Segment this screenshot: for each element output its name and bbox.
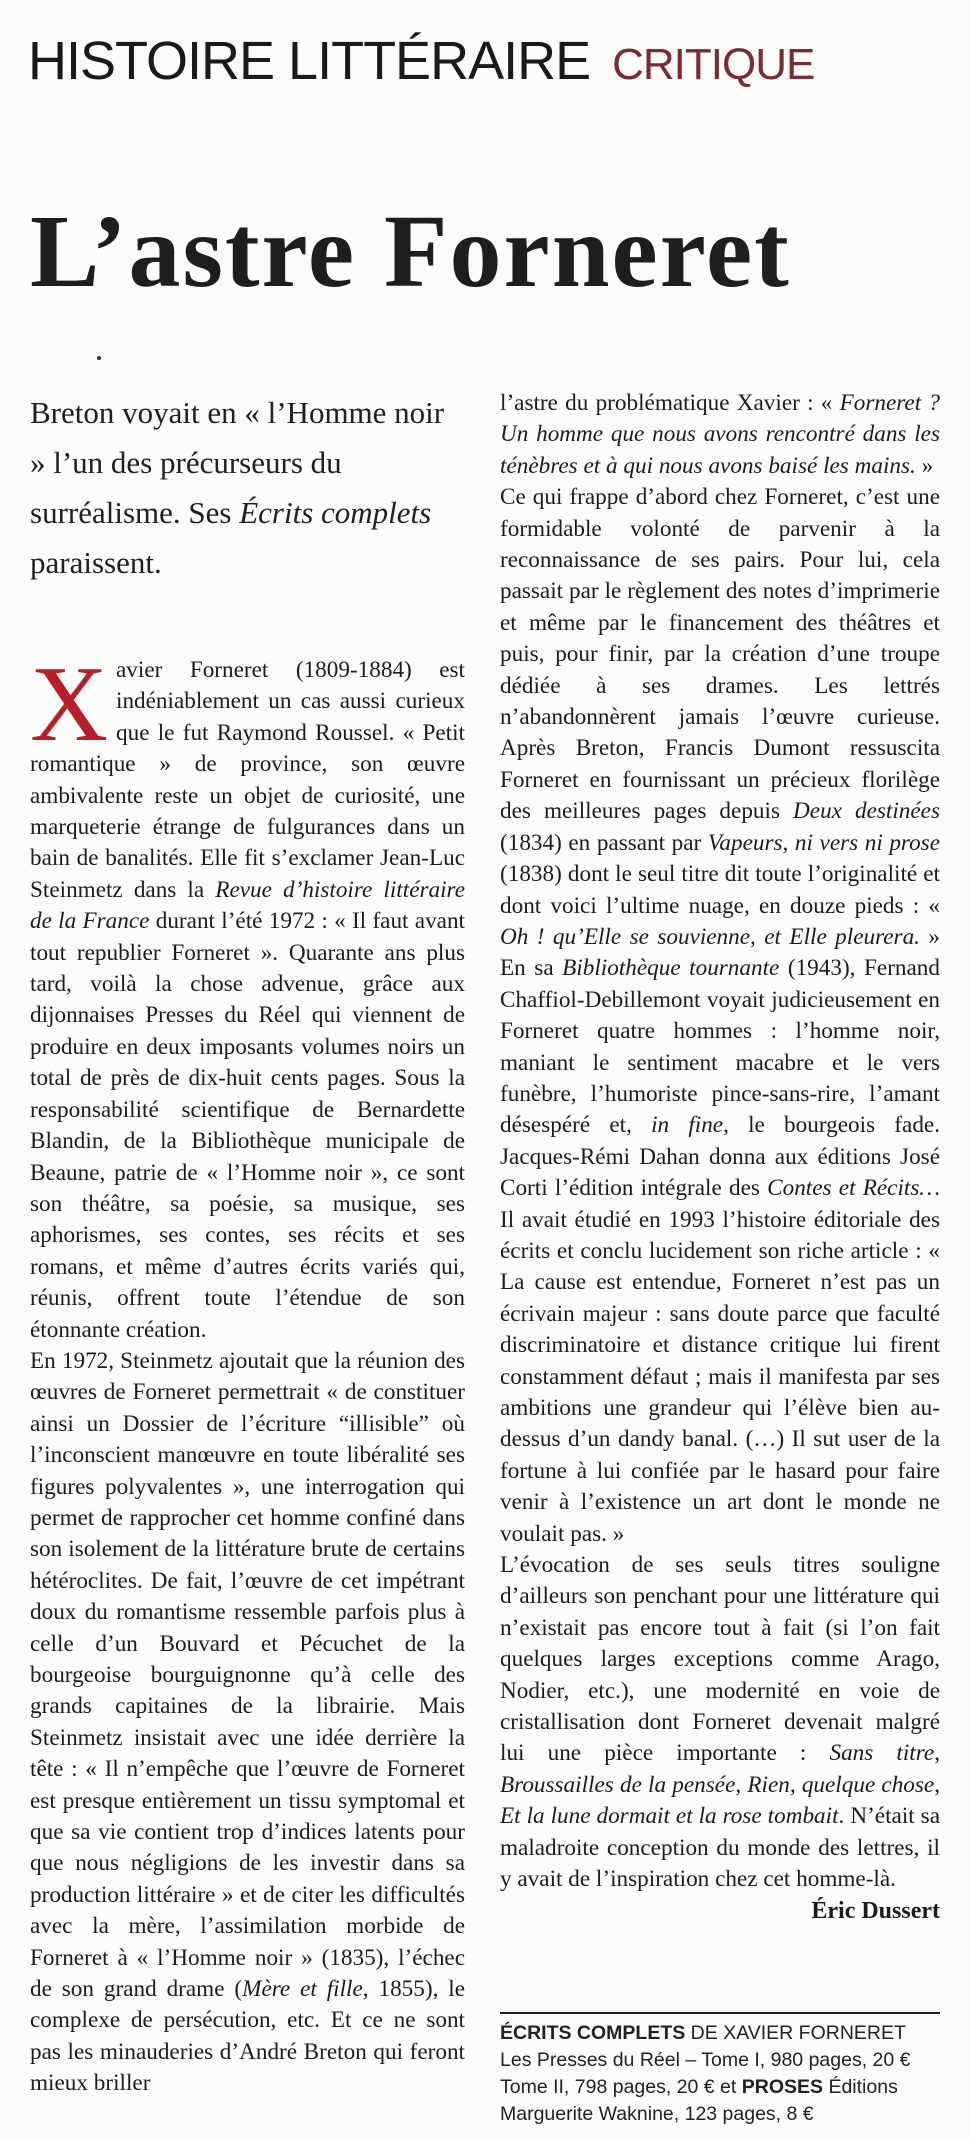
paragraph-2-end: l’astre du problématique Xavier : « Forneret ? Un homme que nous avons rencontré dans les ténèbres et à qui nous avons baisé les mains. » bbox=[500, 390, 940, 479]
paragraph-4: L’évocation de ses seuls titres souligne d’ailleurs son penchant pour une littérature qui n’existait pas encore tout à fait (si l’on fait quelques larges exceptions comme Arago, Nodier, etc.), une modernité en voie de cristallisation dont Forneret devenait malgré lui une pièce importante : Sans titre, Broussailles de la pensée, Rien, quelque chose, Et la lune dormait et la rose tombait. N’était sa maladroite conception du monde des lettres, il y avait de l’inspiration chez cet homme-là. bbox=[500, 1552, 941, 1893]
decorative-dot bbox=[97, 356, 101, 360]
book-info-line-1: ÉCRITS COMPLETS DE XAVIER FORNERET bbox=[500, 2022, 906, 2044]
section-header bbox=[28, 30, 814, 92]
paragraph-1: X avier Forneret (1809-1884) est indéniablement un cas aussi curieux que le fut Raymond Roussel. « Petit romantique » de province, son œuvre ambivalente reste un objet de curiosité, une marqueterie étrange de fulgurances dans un bain de banalités. Elle fit s’exclamer Jean-Luc Steinmetz dans la Revue d’histoire littéraire de la France durant l’été 1972 : « Il faut avant tout republier Forneret ». Quarante ans plus tard, voilà la chose advenue, grâce aux dijonnaises Presses du Réel qui viennent de produire en deux imposants volumes noirs un total de près de dix-huit cents pages. Sous la responsabilité scientifique de Bernardette Blandin, de la Bibliothèque municipale de Beaune, patrie de « l’Homme noir », ce sont son théâtre, sa poésie, sa musique, ses aphorismes, ses contes, ses récits et ses romans, et même d’autres écrits variés qui, réunis, offrent toute l’étendue de son étonnante création. bbox=[30, 645, 466, 1343]
book-info-line-2: Les Presses du Réel – Tome I, 980 pages, 20 € bbox=[500, 2049, 911, 2071]
left-column bbox=[30, 645, 466, 2100]
book-info-line-3: Tome II, 798 pages, 20 € et PROSES Éditions bbox=[500, 2076, 898, 2098]
article-lede: Breton voyait en « l’Homme noir » l’un des précurseurs du surréalisme. Ses Écrits complets paraissent. bbox=[30, 395, 445, 580]
section-label: HISTOIRE LITTÉRAIRE bbox=[28, 31, 591, 91]
paragraph-2-start: En 1972, Steinmetz ajoutait que la réunion des œuvres de Forneret permettrait « de constituer ainsi un Dossier de l’écriture “illisible” où l’inconscient manœuvre en toute libéralité ses figures polyvalentes », une interrogation qui permet de rapprocher cet homme confiné dans son isolement de la littérature brute de certains hétéroclites. De fait, l’œuvre de cet impétrant doux du romantisme ressemble parfois plus à celle d’un Bouvard et Pécuchet de la bourgeoise bourguignonne qu’à celle des grands capitaines de la librairie. Mais Steinmetz insistait avec une idée derrière la tête : « Il n’empêche que l’œuvre de Forneret est presque entièrement un tissu symptomal et que sa vie contient trop d’indices latents pour que nous négligions de les investir dans sa production littéraire » et de citer les difficultés avec la mère, l’assimilation morbide de Forneret à « l’Homme noir » (1835), l’échec de son grand drame (Mère et fille, 1855), le complexe de persécution, etc. Et ce ne sont pas les minauderies d’André Breton qui feront mieux briller bbox=[30, 1347, 465, 2097]
book-info-box bbox=[500, 2012, 940, 2128]
paragraph-3: Ce qui frappe d’abord chez Forneret, c’est une formidable volonté de parvenir à la reconnaissance de ses pairs. Pour lui, cela passait par le règlement des notes d’imprimerie et même par le financement des théâtres et puis, pour finir, par la création d’une troupe dédiée à ses drames. Les lettrés n’abandonnèrent jamais l’œuvre curieuse. Après Breton, Francis Dumont ressuscita Forneret en fournissant un précieux florilège des meilleures pages depuis Deux destinées (1834) en passant par Vapeurs, ni vers ni prose (1838) dont le seul titre dit toute l’originalité et dont voici l’ultime nuage, en douze pieds : « Oh ! qu’Elle se souvienne, et Elle pleurera. » En sa Bibliothèque tournante (1943), Fernand Chaffiol-Debillemont voyait judicieusement en Forneret quatre hommes : l’homme noir, maniant le sentiment macabre et le vers funèbre, l’humoriste pince-sans-rire, l’amant désespéré et, in fine, le bourgeois fade. Jacques-Rémi Dahan donna aux éditions José Corti l’édition intégrale des Contes et Récits… Il avait étudié en 1993 l’histoire éditoriale des écrits et conclu lucidement son riche article : « La cause est entendue, Forneret n’est pas un écrivain majeur : sans doute parce que faculté discriminatoire et distance critique lui firent constamment défaut ; mais il manifesta par ses ambitions une grandeur qui l’élève bien au-dessus d’un dandy banal. (…) Il sut user de la fortune à lui confiée par le hasard pour faire venir à l’existence un art dont le monde ne voulait pas. » bbox=[500, 484, 941, 1547]
subsection-label: CRITIQUE bbox=[612, 40, 815, 89]
drop-cap: X bbox=[30, 645, 108, 764]
author-signature: Éric Dussert bbox=[811, 1897, 940, 1924]
right-column bbox=[500, 388, 940, 1927]
book-info-line-4: Marguerite Waknine, 123 pages, 8 € bbox=[500, 2103, 814, 2125]
article-title: L’astre Forneret bbox=[30, 194, 791, 309]
